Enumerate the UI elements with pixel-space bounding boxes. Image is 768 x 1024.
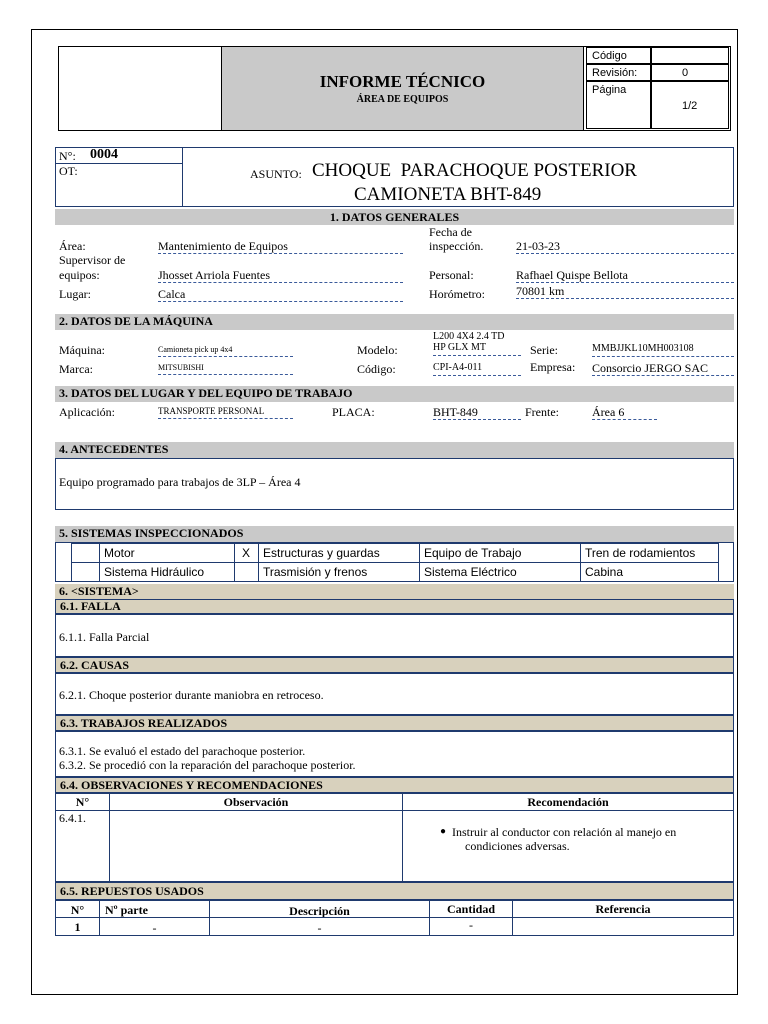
revision-label: Revisión: xyxy=(592,67,638,79)
horometro-label: Horómetro: xyxy=(429,287,485,301)
modelo-value-1: L200 4X4 2.4 TD xyxy=(433,331,505,342)
asunto-line-1: CHOQUE PARACHOQUE POSTERIOR xyxy=(312,160,637,181)
rep-col-ref-head xyxy=(512,900,734,918)
report-no-value: 0004 xyxy=(90,147,118,162)
section-5-title: 5. SISTEMAS INSPECCIONADOS xyxy=(59,526,244,540)
aplicacion-label: Aplicación: xyxy=(59,405,115,419)
placa-label: PLACA: xyxy=(332,405,375,419)
sistema-mark-hidraulico[interactable] xyxy=(72,563,100,582)
frente-value: Área 6 xyxy=(592,405,657,420)
modelo-label: Modelo: xyxy=(357,343,398,357)
sistema-mark-trasmision[interactable] xyxy=(235,563,259,582)
pagina-value-cell xyxy=(651,81,729,129)
revision-value: 0 xyxy=(682,67,689,79)
lugar-label: Lugar: xyxy=(59,287,91,301)
sistema-mark-estructuras[interactable]: X xyxy=(235,544,259,563)
rep-col-no: N° xyxy=(70,903,85,917)
rep-col-cant-head xyxy=(429,900,513,918)
section-3-header xyxy=(55,386,734,402)
rep-col-parte: Nº parte xyxy=(105,903,148,917)
maquina-value: Camioneta pick up 4x4 xyxy=(158,345,293,357)
sistemas-grid xyxy=(71,543,719,582)
sistemas-row xyxy=(72,563,719,582)
trabajos-line-1: 6.3.1. Se evaluó el estado del parachoque posterior. xyxy=(59,744,306,758)
falla-box xyxy=(55,614,734,657)
sistema-label-tren-rodamientos: Tren de rodamientos xyxy=(581,544,719,563)
fecha-label-2: inspección. xyxy=(429,239,484,253)
section-1-header xyxy=(55,209,734,225)
obs-col-rec: Recomendación xyxy=(527,795,609,809)
modelo-value-2: HP GLX MT xyxy=(433,342,521,356)
rep-title: 6.5. REPUESTOS USADOS xyxy=(60,884,204,898)
rep-row-no: 1 xyxy=(74,920,81,934)
causas-text: 6.2.1. Choque posterior durante maniobra en retroceso. xyxy=(59,688,324,702)
horometro-value: 70801 km xyxy=(516,284,734,299)
trabajos-header xyxy=(55,715,734,731)
sistema-label-motor: Motor xyxy=(100,544,235,563)
sistema-label-hidraulico: Sistema Hidráulico xyxy=(100,563,235,582)
rep-col-cant: Cantidad xyxy=(446,902,496,916)
rep-row-cant-cell xyxy=(429,917,513,936)
report-subtitle: ÁREA DE EQUIPOS xyxy=(356,94,449,105)
rep-row-no-cell xyxy=(55,917,100,936)
frente-label: Frente: xyxy=(525,405,559,419)
report-no-label: N°: xyxy=(59,149,76,163)
obs-no: 6.4.1. xyxy=(59,811,86,825)
supervisor-label-1: Supervisor de xyxy=(59,253,126,267)
section-4-title: 4. ANTECEDENTES xyxy=(59,442,169,456)
rep-col-parte-head xyxy=(99,900,210,918)
codigo-maquina-value: CPI-A4-011 xyxy=(433,362,521,376)
section-5-header xyxy=(55,526,734,542)
personal-label: Personal: xyxy=(429,268,474,282)
rep-row-cant: - xyxy=(469,918,473,932)
codigo-value-cell xyxy=(651,47,729,64)
rep-header xyxy=(55,882,734,900)
obs-obs-cell xyxy=(109,810,403,882)
rep-col-no-head xyxy=(55,900,100,918)
codigo-label: Código xyxy=(592,50,627,62)
report-title: INFORME TÉCNICO xyxy=(319,72,486,91)
sistema-label-trasmision: Trasmisión y frenos xyxy=(259,563,420,582)
fecha-label-1: Fecha de xyxy=(429,225,472,239)
obs-col-obs-head xyxy=(109,793,403,811)
serie-label: Serie: xyxy=(530,343,558,357)
causas-title: 6.2. CAUSAS xyxy=(60,658,130,672)
lugar-value: Calca xyxy=(158,287,403,302)
obs-header xyxy=(55,777,734,793)
rep-row-ref-cell xyxy=(512,917,734,936)
codigo-maquina-label: Código: xyxy=(357,362,396,376)
personal-value: Rafhael Quispe Bellota xyxy=(516,268,734,283)
rep-col-desc-head xyxy=(209,900,430,918)
rep-row-desc: - xyxy=(317,921,322,935)
sistema-label-estructuras: Estructuras y guardas xyxy=(259,544,420,563)
marca-label: Marca: xyxy=(59,362,93,376)
falla-header xyxy=(55,599,734,614)
rep-row-parte: - xyxy=(152,921,157,935)
sistema-label-cabina: Cabina xyxy=(581,563,719,582)
logo-box xyxy=(58,46,222,131)
revision-label-cell xyxy=(586,64,651,81)
obs-col-no: N° xyxy=(75,795,90,809)
sistemas-table xyxy=(71,543,719,582)
section-2-title: 2. DATOS DE LA MÁQUINA xyxy=(59,314,213,328)
obs-col-rec-head xyxy=(402,793,734,811)
rep-row-parte-cell xyxy=(99,917,210,936)
area-value: Mantenimiento de Equipos xyxy=(158,239,403,254)
area-label: Área: xyxy=(59,239,86,253)
obs-rec-bullet: ● xyxy=(440,826,447,837)
serie-value: MMBJJKL10MH003108 xyxy=(592,343,734,357)
header-title-box xyxy=(221,46,584,131)
placa-value: BHT-849 xyxy=(433,405,521,420)
maquina-label: Máquina: xyxy=(59,343,105,357)
rep-col-ref: Referencia xyxy=(595,902,651,916)
rep-col-desc: Descripción xyxy=(289,904,350,918)
obs-no-cell xyxy=(55,810,110,882)
section-6-header xyxy=(55,584,734,599)
aplicacion-value: TRANSPORTE PERSONAL xyxy=(158,406,293,419)
empresa-label: Empresa: xyxy=(530,360,576,374)
empresa-value: Consorcio JERGO SAC xyxy=(592,361,734,376)
asunto-label: ASUNTO: xyxy=(250,167,302,181)
obs-col-no-head xyxy=(55,793,110,811)
obs-rec-line-2: condiciones adversas. xyxy=(465,839,570,853)
supervisor-value: Jhosset Arriola Fuentes xyxy=(158,268,403,283)
marca-value: MITSUBISHI xyxy=(158,363,293,375)
revision-value-cell xyxy=(651,64,729,81)
section-3-title: 3. DATOS DEL LUGAR Y DEL EQUIPO DE TRABAJO xyxy=(59,386,353,400)
section-6-title: 6. <SISTEMA> xyxy=(59,584,139,598)
asunto-line-2: CAMIONETA BHT-849 xyxy=(354,184,542,205)
falla-title: 6.1. FALLA xyxy=(60,599,121,613)
codigo-label-cell xyxy=(586,47,651,64)
sistema-label-equipo-trabajo: Equipo de Trabajo xyxy=(420,544,581,563)
causas-header xyxy=(55,657,734,673)
ot-label: OT: xyxy=(59,164,78,178)
fecha-value: 21-03-23 xyxy=(516,239,734,254)
section-4-header xyxy=(55,442,734,458)
falla-text: 6.1.1. Falla Parcial xyxy=(59,630,150,644)
section-2-header xyxy=(55,314,734,330)
trabajos-line-2: 6.3.2. Se procedió con la reparación del parachoque posterior. xyxy=(59,758,356,772)
supervisor-label-2: equipos: xyxy=(59,268,100,282)
pagina-label: Página xyxy=(592,84,627,96)
antecedentes-text: Equipo programado para trabajos de 3LP – Área 4 xyxy=(59,475,301,489)
sistema-label-electrico: Sistema Eléctrico xyxy=(420,563,581,582)
obs-col-obs: Observación xyxy=(223,795,289,809)
obs-title: 6.4. OBSERVACIONES Y RECOMENDACIONES xyxy=(60,778,323,792)
pagina-label-cell xyxy=(586,81,651,129)
pagina-value: 1/2 xyxy=(682,100,698,112)
sistema-mark-motor[interactable] xyxy=(72,544,100,563)
trabajos-title: 6.3. TRABAJOS REALIZADOS xyxy=(60,716,228,730)
rep-row-desc-cell xyxy=(209,917,430,936)
section-1-title: 1. DATOS GENERALES xyxy=(329,210,460,224)
sistemas-row xyxy=(72,544,719,563)
obs-rec-line-1: Instruir al conductor con relación al manejo en xyxy=(452,825,677,839)
